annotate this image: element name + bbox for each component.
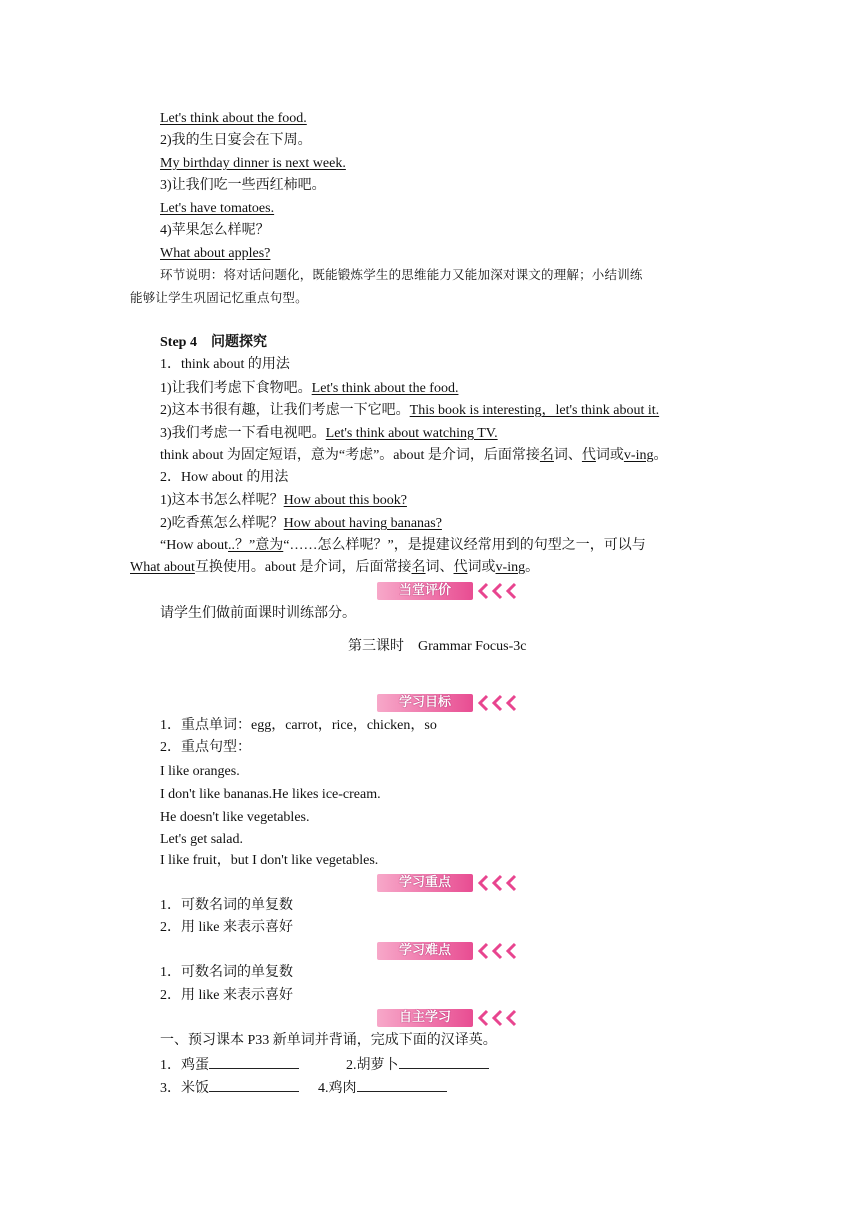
focus-banner (377, 873, 523, 893)
example-prompt: 2)我的生日宴会在下周。 (160, 133, 312, 148)
example-prompt: 4)苹果怎么样呢？ (160, 223, 270, 238)
difficulty-banner (377, 941, 523, 961)
example-sentence: What about apples? (160, 246, 271, 261)
explanation: think about 为固定短语，意为“考虑”。about 是介词，后面常接名词、代词或v-ing。 (160, 448, 668, 463)
explanation: “How about..？”意为“……怎么样呢？”，是提建议经常用到的句型之一，可以与 (160, 538, 646, 553)
pattern-line: I like oranges. (160, 764, 240, 779)
topic-title: 2．How about 的用法 (160, 470, 289, 485)
exercise-prompt: 1．鸡蛋 (160, 1058, 209, 1073)
chevrons-left-icon (475, 1009, 523, 1027)
example-sentence: Let's think about the food. (160, 111, 307, 126)
exercise-prompt: 3．米饭 (160, 1081, 209, 1096)
example-line: 1)让我们考虑下食物吧。Let's think about the food. (160, 381, 459, 396)
pattern-line: Let's get salad. (160, 832, 243, 847)
example-line: 3)我们考虑一下看电视吧。Let's think about watching TV. (160, 426, 498, 441)
topic-title: 1．think about 的用法 (160, 357, 290, 372)
goals-banner (377, 693, 523, 713)
banner-label: 当堂评价 (377, 582, 473, 600)
chevrons-left-icon (475, 694, 523, 712)
chevrons-left-icon (475, 874, 523, 892)
key-patterns-title: 2．重点句型： (160, 740, 251, 755)
section-note: 环节说明：将对话问题化，既能锻炼学生的思维能力又能加深对课文的理解；小结训练 (160, 267, 643, 282)
pattern-line: He doesn't like vegetables. (160, 810, 310, 825)
evaluation-text: 请学生们做前面课时训练部分。 (160, 606, 356, 621)
example-line: 1)这本书怎么样呢？How about this book? (160, 493, 407, 508)
pattern-line: I don't like bananas.He likes ice-cream. (160, 787, 381, 802)
key-words: 1．重点单词：egg，carrot，rice，chicken，so (160, 718, 437, 733)
pattern-line: I like fruit，but I don't like vegetables. (160, 853, 379, 868)
step-heading: Step 4 问题探究 (160, 335, 267, 350)
chevrons-left-icon (475, 942, 523, 960)
list-item: 1．可数名词的单复数 (160, 898, 293, 913)
banner-label: 自主学习 (377, 1009, 473, 1027)
exercise-prompt: 2.胡萝卜 (346, 1058, 399, 1073)
explanation-continued: What about互换使用。about 是介词，后面常接名词、代词或v-ing。 (130, 560, 540, 575)
answer-blank[interactable] (209, 1078, 299, 1092)
banner-label: 学习目标 (377, 694, 473, 712)
lesson-title: 第三课时 Grammar Focus-3c (348, 639, 527, 654)
example-sentence: My birthday dinner is next week. (160, 156, 346, 171)
exercise-prompt: 4.鸡肉 (318, 1081, 357, 1096)
example-prompt: 3)让我们吃一些西红柿吧。 (160, 178, 326, 193)
banner-label: 学习难点 (377, 942, 473, 960)
example-line: 2)吃香蕉怎么样呢？How about having bananas? (160, 516, 442, 531)
example-line: 2)这本书很有趣，让我们考虑一下它吧。This book is interesting，let's think about it. (160, 403, 660, 418)
list-item: 1．可数名词的单复数 (160, 965, 293, 980)
example-sentence: Let's have tomatoes. (160, 201, 275, 216)
list-item: 2．用 like 来表示喜好 (160, 988, 293, 1003)
answer-blank[interactable] (209, 1055, 299, 1069)
evaluation-banner (377, 581, 523, 601)
exercise-intro: 一、预习课本 P33 新单词并背诵，完成下面的汉译英。 (160, 1033, 497, 1048)
section-note-continued: 能够让学生巩固记忆重点句型。 (130, 290, 308, 305)
exercise-row (160, 1055, 489, 1075)
self-study-banner (377, 1008, 523, 1028)
list-item: 2．用 like 来表示喜好 (160, 920, 293, 935)
exercise-row (160, 1078, 447, 1098)
answer-blank[interactable] (399, 1055, 489, 1069)
banner-label: 学习重点 (377, 874, 473, 892)
answer-blank[interactable] (357, 1078, 447, 1092)
chevrons-left-icon (475, 582, 523, 600)
